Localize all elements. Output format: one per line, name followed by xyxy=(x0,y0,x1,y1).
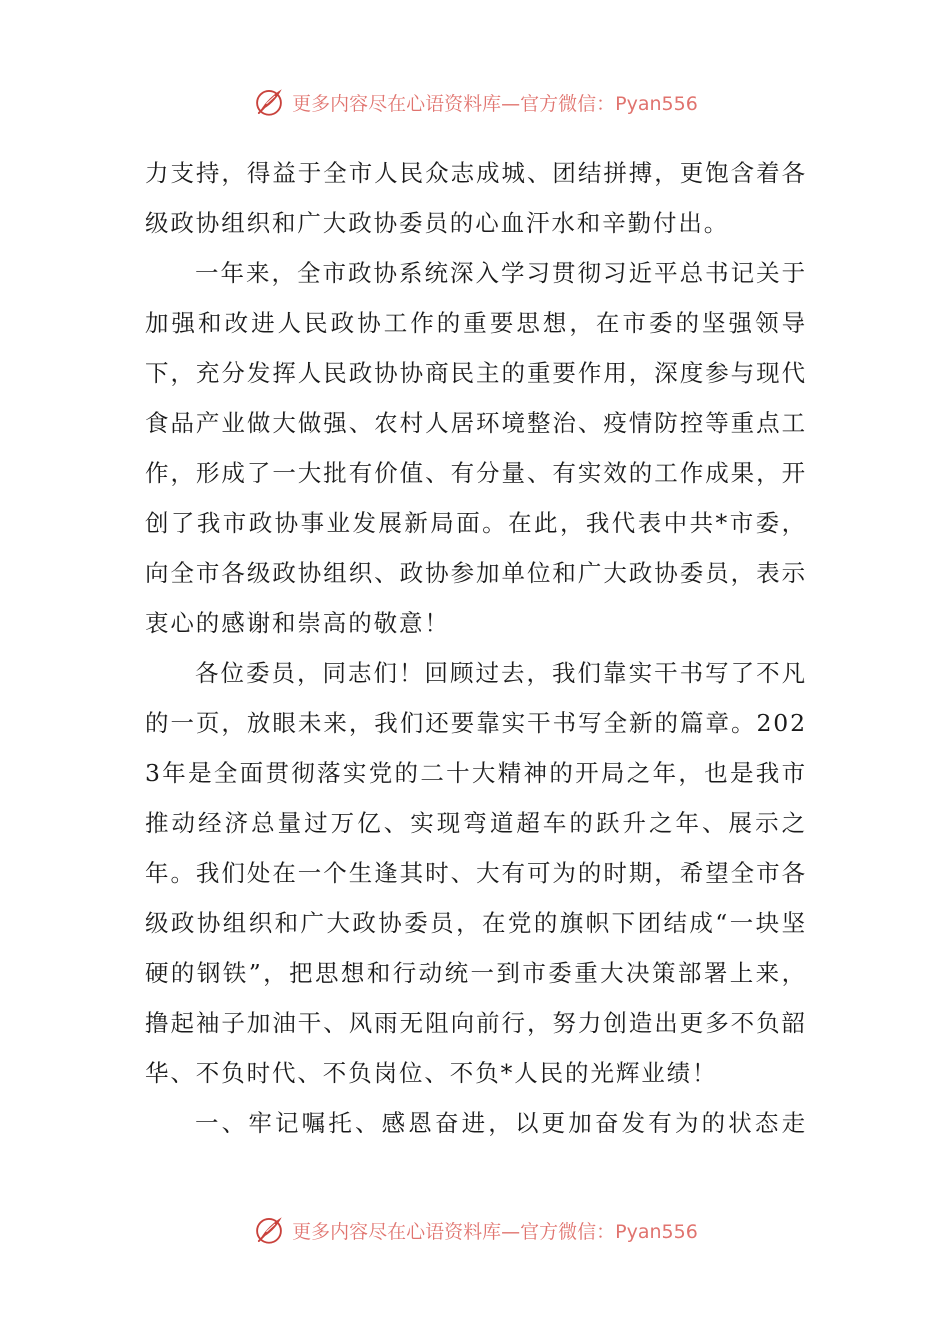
header-watermark-text: 更多内容尽在心语资料库—官方微信：Pyan556 xyxy=(292,92,698,115)
quill-pen-logo-icon xyxy=(252,1213,286,1247)
quill-pen-logo-icon xyxy=(252,85,286,119)
section-heading-1: 一、牢记嘱托、感恩奋进，以更加奋发有为的状态走 xyxy=(195,1109,807,1137)
footer-watermark-text: 更多内容尽在心语资料库—官方微信：Pyan556 xyxy=(292,1220,698,1243)
paragraph-3: 各位委员，同志们！回顾过去，我们靠实干书写了不凡的一页，放眼未来，我们还要靠实干书写全新的篇章。2023年是全面贯彻落实党的二十大精神的开局之年，也是我市推动经济总量过万亿、实现弯道超车的跃升之年、展示之年。我们处在一个生逢其时、大有可为的时期，希望全市各级政协组织和广大政协委员，在党的旗帜下团结成“一块坚硬的钢铁”，把思想和行动统一到市委重大决策部署上来，撸起袖子加油干、风雨无阻向前行，努力创造出更多不负韶华、不负时代、不负岗位、不负*人民的光辉业绩！ xyxy=(145,659,807,1087)
document-body xyxy=(145,148,807,1148)
header-watermark xyxy=(0,82,950,122)
paragraph-1: 力支持，得益于全市人民众志成城、团结拼搏，更饱含着各级政协组织和广大政协委员的心血汗水和辛勤付出。 xyxy=(145,159,807,237)
footer-watermark xyxy=(0,1210,950,1250)
paragraph-2: 一年来，全市政协系统深入学习贯彻习近平总书记关于加强和改进人民政协工作的重要思想，在市委的坚强领导下，充分发挥人民政协协商民主的重要作用，深度参与现代食品产业做大做强、农村人居环境整治、疫情防控等重点工作，形成了一大批有价值、有分量、有实效的工作成果，开创了我市政协事业发展新局面。在此，我代表中共*市委，向全市各级政协组织、政协参加单位和广大政协委员，表示衷心的感谢和崇高的敬意！ xyxy=(145,259,807,637)
